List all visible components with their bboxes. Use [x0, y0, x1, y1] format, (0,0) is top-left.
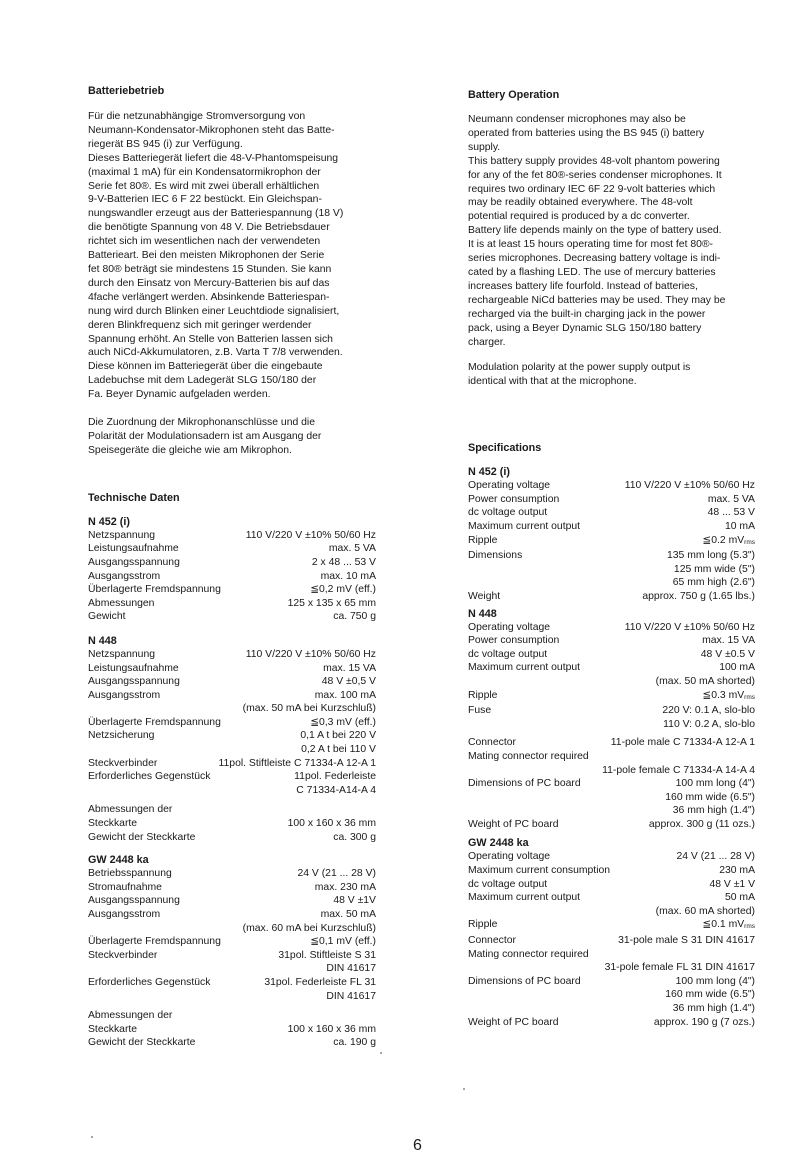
text-line: This battery supply provides 48-volt phantom powering [468, 155, 720, 167]
spec-row [88, 881, 376, 895]
text-line: Für die netzunabhängige Stromversorgung von [88, 111, 306, 122]
spec-value: 100 mm long (4") [675, 778, 755, 790]
spec-label: Überlagerte Fremdspannung [88, 716, 221, 728]
text-line: Ladebuchse mit dem Ladegerät SLG 150/180 der [88, 375, 317, 387]
spec-label: dc voltage output [468, 878, 548, 890]
spec-value [703, 689, 755, 705]
spec-value: approx. 190 g (7 ozs.) [653, 1016, 755, 1028]
spec-label: Stromaufnahme [88, 881, 162, 893]
spec-value: 100 x 160 x 36 mm [287, 1023, 376, 1035]
spec-value: 0,1 A t bei 220 V [300, 730, 376, 742]
spec-block-n452 [468, 465, 755, 603]
spec-value: 50 mA [724, 892, 755, 904]
spec-row [468, 864, 755, 878]
spec-row [88, 610, 376, 624]
spec-row [88, 675, 376, 689]
page-number: 6 [413, 1137, 422, 1154]
spec-row [468, 878, 755, 892]
text-line: potential required is produced by a dc converter. [468, 211, 690, 223]
model-title: GW 2448 ka [468, 837, 529, 850]
text-line: Neumann condenser microphones may also be [468, 114, 686, 125]
spec-value: ca. 300 g [333, 831, 376, 843]
section-heading-battery-operation: Battery Operation [468, 89, 560, 101]
spec-label: Maximum current output [468, 662, 581, 674]
text-line: 9-V-Batterien IEC 6 F 22 bestückt. Ein Gleichspan- [88, 194, 322, 206]
spec-label: Netzspannung [88, 648, 156, 660]
spec-value-cont: DIN 41617 [326, 990, 376, 1002]
spec-value: 11pol. Federleiste [294, 771, 376, 783]
spec-value: 24 V (21 ... 28 V) [297, 868, 376, 880]
spec-label: Gewicht [88, 611, 126, 623]
spec-label: Steckkarte [88, 818, 138, 830]
spec-label: Gewicht der Steckkarte [88, 1037, 196, 1049]
spec-row [88, 976, 376, 990]
model-title: N 452 (i) [468, 466, 511, 479]
spec-label: Abmessungen der [88, 1010, 173, 1022]
ripple-value: ≦0.2 mV [702, 534, 745, 546]
spec-value-cont: 31-pole female FL 31 DIN 41617 [604, 962, 755, 974]
ripple-value: ≦0.3 mV [702, 689, 745, 701]
spec-value: 110 V/220 V ±10% 50/60 Hz [245, 529, 376, 541]
text-line: Polarität der Modulationsadern ist am Ausgang der [88, 430, 322, 442]
spec-label: Leistungsaufnahme [88, 543, 179, 555]
spec-note: (max. 50 mA shorted) [655, 675, 755, 687]
spec-row [88, 556, 376, 570]
spec-value-cont: 160 mm wide (6.5") [665, 791, 755, 803]
spec-row [88, 716, 376, 730]
text-line: die benötigte Spannung von 48 V. Die Betriebsdauer [88, 222, 330, 234]
spec-label: Abmessungen der [88, 804, 173, 816]
spec-value: 48 ... 53 V [707, 507, 755, 519]
spec-row [468, 704, 755, 718]
spec-value: ca. 750 g [333, 611, 376, 623]
spec-row [88, 662, 376, 676]
ripple-unit-subscript: rms [744, 538, 755, 546]
spec-row [88, 831, 376, 845]
spec-label: Erforderliches Gegenstück [88, 976, 211, 988]
spec-label: Dimensions of PC board [468, 778, 581, 790]
spec-row [88, 757, 376, 771]
spec-value: 220 V: 0.1 A, slo-blo [662, 705, 755, 717]
paragraph-battery-description [88, 152, 376, 402]
spec-row [468, 850, 755, 864]
paragraph-polarity [88, 416, 376, 458]
spec-block-n452 [88, 515, 376, 624]
model-title: N 452 (i) [88, 515, 131, 528]
spec-row [468, 634, 755, 648]
spec-label: Erforderliches Gegenstück [88, 771, 211, 783]
spec-row [88, 770, 376, 784]
spec-label: Power consumption [468, 493, 560, 505]
spec-value: 48 V ±0,5 V [321, 676, 376, 688]
text-line: charger. [468, 336, 506, 348]
spec-label: Ausgangsstrom [88, 909, 161, 920]
spec-value: max. 230 mA [314, 881, 376, 893]
text-line: Battery life depends mainly on the type of battery used. [468, 225, 722, 237]
text-line: Dieses Batteriegerät liefert die 48-V-Phantomspeisung [88, 152, 339, 164]
spec-label: Abmessungen [88, 597, 155, 609]
spec-value [703, 918, 755, 934]
german-column [88, 84, 376, 1050]
spec-value-cont: 36 mm high (1.4") [672, 1003, 755, 1014]
spec-label: Steckkarte [88, 1023, 138, 1035]
text-line: Spannung erhöht. An Stelle von Batterien lassen sich [88, 333, 333, 345]
text-line: (maximal 1 mA) für ein Kondensatormikrophon der [88, 166, 321, 178]
spec-row [88, 1023, 376, 1037]
text-line: rechargeable NiCd batteries may be used. They may be [468, 294, 726, 306]
spec-label: Überlagerte Fremdspannung [88, 936, 221, 948]
spec-value: 24 V (21 ... 28 V) [676, 851, 755, 863]
spec-label: Power consumption [468, 635, 560, 647]
spec-value: 125 x 135 x 65 mm [287, 597, 376, 609]
spec-label: Operating voltage [468, 851, 551, 863]
text-line: richtet sich im wesentlichen nach der verwendeten [88, 236, 321, 248]
spec-value-cont: 65 mm high (2.6") [672, 577, 755, 589]
spec-value: 31pol. Federleiste FL 31 [264, 976, 376, 988]
spec-row [88, 570, 376, 584]
spec-value: ≦0,2 mV (eff.) [310, 584, 376, 596]
spec-row [88, 908, 376, 922]
specs-heading: Specifications [468, 442, 542, 455]
spec-label: Maximum current output [468, 521, 581, 532]
text-line: supply. [468, 141, 501, 153]
spec-label: Weight [468, 590, 501, 602]
spec-value [703, 534, 755, 550]
text-line: for any of the fet 80®-series condenser microphones. It [468, 169, 722, 181]
spec-value: 31pol. Stiftleiste S 31 [278, 949, 376, 961]
spec-label: Weight of PC board [468, 818, 559, 830]
spec-label: Maximum current consumption [468, 865, 611, 877]
text-line: operated from batteries using the BS 945 (i) battery [468, 127, 705, 139]
spec-row [88, 867, 376, 881]
text-line: nungswandler erzeugt aus der Batteriespannung (18 V) [88, 208, 344, 220]
paragraph-polarity [468, 361, 755, 389]
spec-value-cont: 110 V: 0.2 A, slo-blo [663, 718, 755, 730]
spec-value-cont: C 71334-A14-A 4 [296, 784, 376, 796]
text-line: Diese können im Batteriegerät über die eingebaute [88, 361, 323, 373]
text-line: series microphones. Decreasing battery voltage is indi- [468, 253, 721, 265]
text-line: fet 80® beträgt sie mindestens 15 Stunden. Sie kann [88, 263, 332, 275]
text-line: identical with that at the microphone. [468, 376, 637, 388]
spec-label: Ripple [468, 689, 498, 701]
spec-value: 31-pole male S 31 DIN 41617 [618, 935, 755, 947]
spec-label: Netzspannung [88, 529, 156, 541]
spec-value: 230 mA [719, 865, 755, 877]
spec-label: Ausgangsspannung [88, 676, 180, 688]
spec-row [468, 648, 755, 662]
spec-value: 100 mA [719, 662, 755, 674]
spec-block-n448 [468, 607, 755, 832]
section-heading-batteriebetrieb: Batteriebetrieb [88, 85, 165, 97]
text-line: durch den Einsatz von Mercury-Batterien bis auf das [88, 277, 330, 289]
spec-label: Betriebsspannung [88, 868, 172, 880]
spec-label: Mating connector required [468, 948, 589, 960]
spec-label: Steckverbinder [88, 949, 158, 961]
text-line: deren Blinkfrequenz sich mit geringer werdender [88, 319, 312, 331]
text-line: increases battery life fourfold. Instead of batteries, [468, 280, 698, 292]
spec-row [468, 590, 755, 604]
spec-row [468, 975, 755, 989]
text-line: Speisegeräte die gleiche wie am Mikrophon. [88, 444, 292, 456]
spec-value-cont: 125 mm wide (5") [673, 563, 755, 575]
paragraph-battery-description [468, 113, 755, 349]
spec-row [88, 949, 376, 963]
spec-row [88, 1036, 376, 1050]
spec-value: max. 15 VA [323, 662, 376, 674]
spec-label: Gewicht der Steckkarte [88, 831, 196, 843]
spec-note: (max. 60 mA shorted) [655, 905, 755, 917]
text-line: pack, using a Beyer Dynamic SLG 150/180 battery [468, 322, 702, 334]
spec-label: Connector [468, 935, 516, 947]
spec-row [468, 621, 755, 635]
spec-label: Ausgangsstrom [88, 689, 161, 701]
spec-block-gw2448 [88, 853, 376, 1050]
text-line: Die Zuordnung der Mikrophonanschlüsse und die [88, 417, 316, 429]
spec-value: max. 5 VA [707, 493, 755, 505]
spec-label: Steckverbinder [88, 757, 158, 769]
spec-label: Ausgangsspannung [88, 895, 180, 907]
model-title: N 448 [468, 607, 497, 620]
spec-row [468, 520, 755, 534]
scan-speck [91, 1136, 93, 1138]
spec-row [88, 689, 376, 703]
spec-value-cont: DIN 41617 [326, 963, 376, 975]
spec-value: max. 15 VA [702, 635, 755, 647]
model-title: N 448 [88, 634, 117, 647]
spec-value: 10 mA [724, 521, 755, 532]
spec-row [468, 689, 755, 705]
text-line: It is at least 15 hours operating time for most fet 80®- [468, 239, 714, 251]
text-line: requires two ordinary IEC 6F 22 9-volt batteries which [468, 183, 716, 195]
specs-heading: Technische Daten [88, 491, 180, 504]
spec-value: 48 V ±1V [333, 895, 376, 907]
spec-value: approx. 300 g (11 ozs.) [648, 818, 755, 830]
ripple-value: ≦0.1 mV [702, 919, 745, 931]
spec-label: Weight of PC board [468, 1016, 559, 1028]
text-line: Neumann-Kondensator-Mikrophonen steht das Batte- [88, 124, 335, 136]
spec-row [88, 597, 376, 611]
spec-label: Connector [468, 737, 516, 749]
spec-row [468, 534, 755, 550]
text-line: Batterieart. Bei den meisten Mikrophonen der Serie [88, 250, 325, 262]
spec-row [468, 661, 755, 675]
spec-value: 135 mm long (5.3") [666, 550, 755, 562]
spec-label: Mating connector required [468, 750, 589, 762]
ripple-unit-subscript: rms [744, 693, 755, 701]
spec-value: 110 V/220 V ±10% 50/60 Hz [245, 648, 376, 660]
spec-row [88, 729, 376, 743]
spec-note: (max. 60 mA bei Kurzschluß) [242, 922, 376, 934]
text-line: recharged via the built-in charging jack in the power [468, 308, 706, 320]
text-line: Modulation polarity at the power supply output is [468, 362, 691, 374]
text-line: cated by a flashing LED. The use of mercury batteries [468, 266, 716, 278]
spec-row [468, 506, 755, 520]
text-line: auch NiCd-Akkumulatoren, z.B. Varta T 7/8 verwenden. [88, 347, 343, 359]
spec-label: Operating voltage [468, 480, 551, 492]
paragraph-intro [88, 110, 376, 152]
spec-row [468, 891, 755, 905]
spec-value: ≦0,1 mV (eff.) [310, 936, 376, 948]
spec-value-cont: 160 mm wide (6.5") [665, 989, 755, 1001]
spec-value: 110 V/220 V ±10% 50/60 Hz [624, 480, 755, 492]
model-title: GW 2448 ka [88, 854, 149, 867]
spec-value: ≦0,3 mV (eff.) [310, 716, 376, 728]
spec-value: max. 100 mA [314, 689, 376, 701]
spec-label: Leistungsaufnahme [88, 662, 179, 674]
scan-speck [463, 1088, 465, 1090]
spec-label: dc voltage output [468, 507, 548, 519]
spec-row [88, 817, 376, 831]
spec-label: dc voltage output [468, 648, 548, 660]
text-line: Fa. Beyer Dynamic aufgeladen werden. [88, 389, 271, 401]
spec-label: Überlagerte Fremdspannung [88, 584, 221, 596]
spec-value: 110 V/220 V ±10% 50/60 Hz [624, 621, 755, 633]
spec-value: 100 mm long (4") [675, 975, 755, 987]
spec-label: Maximum current output [468, 892, 581, 904]
spec-row [468, 818, 755, 832]
spec-row [468, 549, 755, 563]
scan-speck [380, 1052, 382, 1054]
spec-label: Netzsicherung [88, 730, 155, 742]
spec-block-gw2448 [468, 836, 755, 1029]
spec-label: Dimensions [468, 550, 523, 562]
spec-row [468, 934, 755, 948]
spec-label: Ausgangsstrom [88, 570, 161, 582]
ripple-unit-subscript: rms [744, 923, 755, 931]
spec-label: Fuse [468, 705, 492, 717]
spec-value: 100 x 160 x 36 mm [287, 818, 376, 830]
spec-label: Ripple [468, 919, 498, 931]
text-line: Serie fet 80®. Es wird mit zwei überall erhältlichen [88, 180, 320, 192]
text-line: 4fache verlängert werden. Absinkende Batteriespan- [88, 291, 330, 303]
spec-label: Ausgangsspannung [88, 556, 180, 568]
spec-value: 11pol. Stiftleiste C 71334-A 12-A 1 [218, 757, 376, 769]
spec-note: (max. 50 mA bei Kurzschluß) [242, 703, 376, 715]
spec-row [468, 479, 755, 493]
spec-value: max. 50 mA [320, 909, 376, 920]
text-line: riegerät BS 945 (i) zur Verfügung. [88, 138, 243, 150]
spec-block-n448 [88, 634, 376, 844]
spec-value: ca. 190 g [333, 1037, 376, 1049]
text-line: may be readily obtained everywhere. The 48-volt [468, 197, 693, 209]
english-column [468, 88, 755, 1029]
spec-row [468, 736, 755, 750]
spec-value-cont: 36 mm high (1.4") [672, 805, 755, 817]
spec-row [88, 542, 376, 556]
spec-value: max. 10 mA [320, 570, 376, 582]
spec-label: Ripple [468, 534, 498, 546]
spec-row [88, 529, 376, 543]
spec-value: 48 V ±1 V [709, 878, 755, 890]
spec-label: Dimensions of PC board [468, 975, 581, 987]
spec-row [88, 894, 376, 908]
spec-value: approx. 750 g (1.65 lbs.) [642, 590, 755, 602]
spec-value: max. 5 VA [328, 543, 376, 555]
spec-row [468, 777, 755, 791]
spec-label: Operating voltage [468, 621, 551, 633]
spec-value: 2 x 48 ... 53 V [311, 556, 376, 568]
spec-value: 48 V ±0.5 V [700, 648, 755, 660]
spec-value: 11-pole male C 71334-A 12-A 1 [610, 737, 755, 749]
spec-value-cont: 0,2 A t bei 110 V [301, 744, 376, 756]
spec-value-cont: 11-pole female C 71334-A 14-A 4 [602, 764, 755, 776]
spec-row [88, 648, 376, 662]
spec-row [468, 918, 755, 934]
spec-row [88, 935, 376, 949]
spec-row [468, 1016, 755, 1030]
text-line: nung wird durch Blinken einer Leuchtdiode signalisiert, [88, 305, 340, 317]
spec-row [88, 583, 376, 597]
spec-row [468, 493, 755, 507]
